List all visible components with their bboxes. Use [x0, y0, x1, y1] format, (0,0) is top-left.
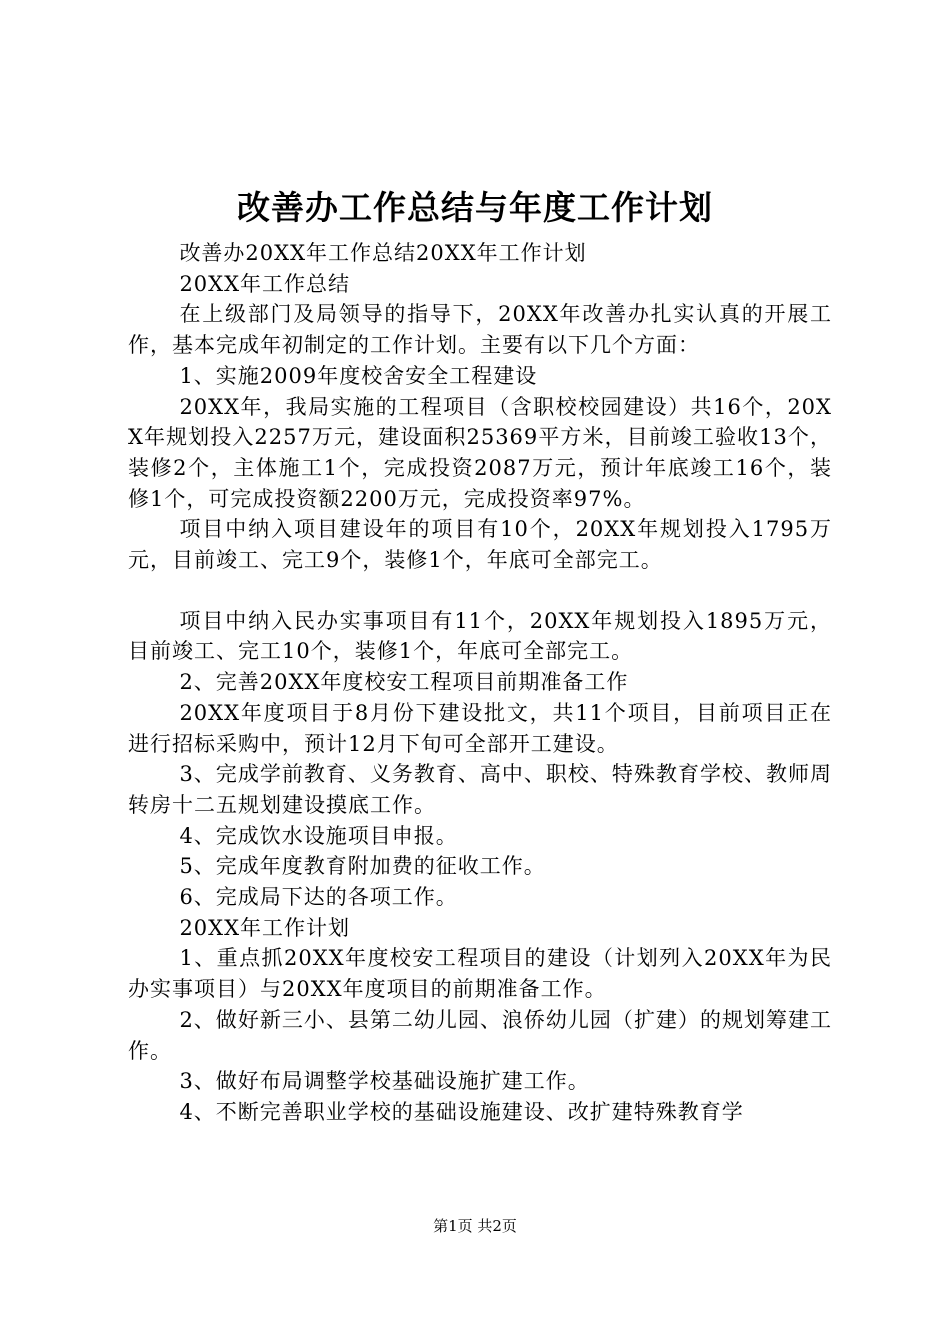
- section-heading: 20XX年工作总结: [179, 271, 351, 296]
- paragraph: 20XX年度项目于8月份下建设批文，共11个项目，目前项目正在进行招标采购中，预计12月下旬可全部开工建设。: [128, 700, 832, 756]
- list-item: 1、实施2009年度校舍安全工程建设: [179, 363, 538, 388]
- paragraph: 改善办20XX年工作总结20XX年工作计划: [179, 241, 587, 265]
- paragraph: 在上级部门及局领导的指导下，20XX年改善办扎实认真的开展工作，基本完成年初制定的工作计划。主要有以下几个方面：: [128, 302, 832, 358]
- list-item: 6、完成局下达的各项工作。: [179, 885, 458, 910]
- section-heading: 20XX年工作计划: [179, 915, 351, 940]
- list-item: 1、重点抓20XX年度校安工程项目的建设（计划列入20XX年为民办实事项目）与20XX年度项目的前期准备工作。: [128, 946, 832, 1002]
- list-item: 2、完善20XX年度校安工程项目前期准备工作: [179, 670, 629, 695]
- list-item: 3、做好布局调整学校基础设施扩建工作。: [179, 1069, 590, 1094]
- document-body: [128, 238, 832, 1128]
- paragraph: 项目中纳入项目建设年的项目有10个，20XX年规划投入1795万元，目前竣工、完工9个，装修1个，年底可全部完工。: [128, 517, 832, 573]
- document-title: 改善办工作总结与年度工作计划: [237, 188, 713, 227]
- paragraph: 20XX年，我局实施的工程项目（含职校校园建设）共16个，20XX年规划投入2257万元，建设面积25369平方米，目前竣工验收13个，装修2个，主体施工1个，完成投资2087万元，预计年底竣工16个，装修1个，可完成投资额2200万元，完成投资率97%。: [128, 394, 832, 511]
- list-item: 3、完成学前教育、义务教育、高中、职校、特殊教育学校、教师周转房十二五规划建设摸底工作。: [128, 762, 832, 817]
- list-item: 5、完成年度教育附加费的征收工作。: [179, 854, 546, 879]
- list-item: 2、做好新三小、县第二幼儿园、浪侨幼儿园（扩建）的规划筹建工作。: [128, 1007, 832, 1063]
- page-footer: 第1页 共2页: [433, 1217, 517, 1235]
- paragraph: 项目中纳入民办实事项目有11个，20XX年规划投入1895万元，目前竣工、完工10个，装修1个，年底可全部完工。: [128, 608, 832, 664]
- list-item: 4、完成饮水设施项目申报。: [179, 823, 458, 848]
- list-item: 4、不断完善职业学校的基础设施建设、改扩建特殊教育学: [179, 1099, 744, 1124]
